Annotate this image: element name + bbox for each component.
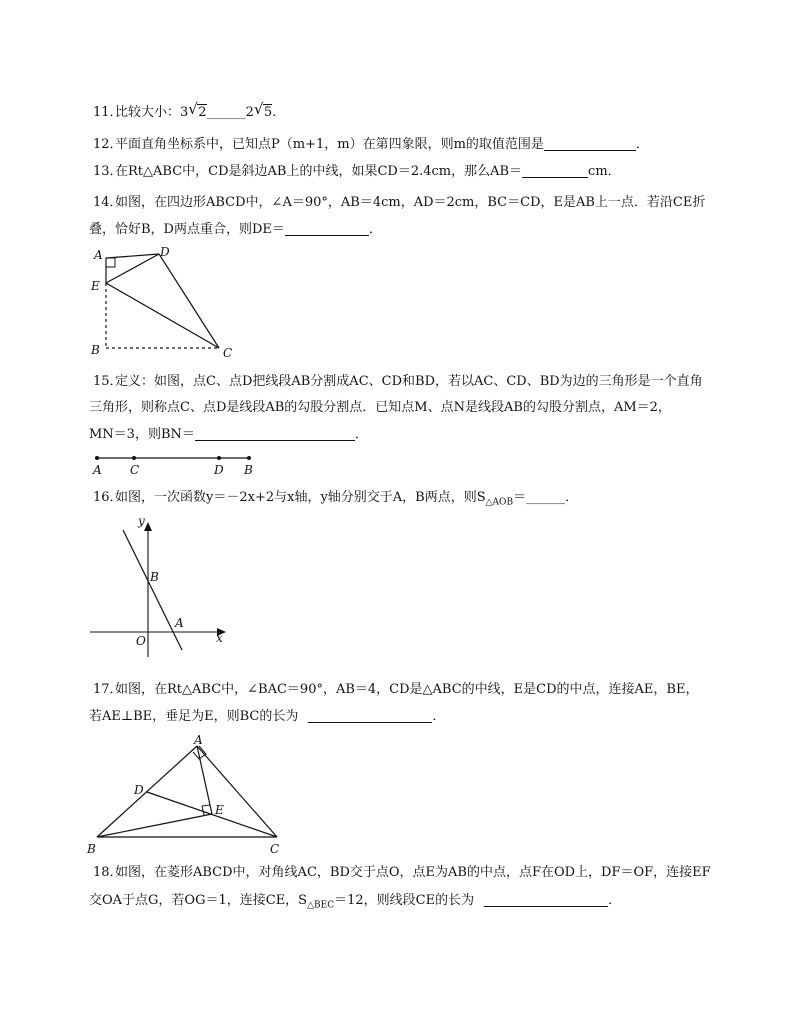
point-c <box>132 456 136 460</box>
answer-blank <box>285 221 369 236</box>
segment-ec <box>106 283 219 348</box>
period: ． <box>635 137 649 152</box>
label-x: x <box>216 631 223 645</box>
question-text-line1: 定义：如图，点C、点D把线段AB分割成AC、CD和BD，若以AC、CD、BD为边的三角形是一个直角 <box>115 374 703 389</box>
question-number: 12． <box>93 137 123 152</box>
label-a: A <box>175 616 184 630</box>
segment-dc <box>159 254 219 348</box>
subscript: △AOB <box>485 497 514 508</box>
radicand: 2 <box>198 105 207 120</box>
question-12 <box>93 135 733 154</box>
label-b: B <box>244 463 253 477</box>
question-text-line1: 如图，在菱形ABCD中，对角线AC，BD交于点O，点E为AB的中点，点F在OD上，DF＝OF，连接EF <box>115 865 711 880</box>
answer-blank <box>544 136 636 151</box>
question-number: 18． <box>93 865 123 880</box>
question-text-line2: 叠，恰好B，D两点重合，则DE＝ <box>89 222 285 237</box>
answer-blank: ______ <box>526 490 566 505</box>
point-b <box>247 456 251 460</box>
answer-blank <box>484 892 608 907</box>
question-14-line2 <box>89 220 382 239</box>
label-e: E <box>91 279 100 293</box>
label-b: B <box>91 343 100 357</box>
label-b: B <box>150 570 159 584</box>
coefficient: 2 <box>245 105 254 120</box>
label-a: A <box>94 248 103 262</box>
segment-ae <box>197 746 212 814</box>
question-text: 比较大小：3 <box>115 105 189 120</box>
question-number: 11． <box>93 105 123 120</box>
period: ． <box>565 490 579 505</box>
radicand: 5 <box>263 105 273 120</box>
question-14 <box>93 193 733 212</box>
label-c: C <box>223 346 233 360</box>
question-number: 13． <box>93 164 123 179</box>
period: ． <box>368 222 382 237</box>
right-angle-mark <box>106 258 115 267</box>
unit-text: cm． <box>588 164 621 179</box>
question-18 <box>93 863 733 882</box>
label-c: C <box>270 842 280 856</box>
label-o: O <box>136 634 146 648</box>
answer-blank <box>195 426 355 441</box>
question-text-line1: 如图，在四边形ABCD中，∠A＝90°，AB＝4cm，AD＝2cm，BC＝CD，E是AB上一点．若沿CE折 <box>115 195 706 210</box>
period: ． <box>608 893 622 908</box>
figure-right-triangle <box>86 732 286 857</box>
label-e: E <box>215 803 224 817</box>
answer-blank: ______ <box>206 105 246 120</box>
question-text-line2b: ＝12，则线段CE的长为 <box>334 893 475 908</box>
label-y: y <box>138 514 145 528</box>
question-17 <box>93 680 733 699</box>
question-number: 17． <box>93 682 123 697</box>
question-text: 如图，一次函数y＝－2x+2与x轴，y轴分别交于A，B两点，则S <box>115 490 486 505</box>
question-text: 在Rt△ABC中，CD是斜边AB上的中线，如果CD＝2.4cm，那么AB＝ <box>115 164 523 179</box>
label-b: B <box>87 842 96 856</box>
label-d: D <box>214 463 224 477</box>
answer-blank <box>522 163 588 178</box>
question-text-line3: MN＝3，则BN＝ <box>89 427 195 442</box>
question-16 <box>93 488 733 513</box>
segment-ad <box>106 254 159 258</box>
question-18-line2 <box>89 891 621 916</box>
label-a: A <box>93 463 102 477</box>
label-c: C <box>130 463 140 477</box>
figure-segment <box>88 450 258 478</box>
period: . <box>272 105 277 120</box>
question-text-line2a: 交OA于点G，若OG＝1，连接CE，S <box>89 893 308 908</box>
question-15 <box>93 372 733 391</box>
label-a: A <box>194 733 203 747</box>
question-text: 平面直角坐标系中，已知点P（m+1，m）在第四象限，则m的取值范围是 <box>115 137 544 152</box>
question-15-line3 <box>89 425 368 444</box>
question-13 <box>93 162 733 181</box>
label-d: D <box>160 245 170 259</box>
answer-blank <box>308 708 432 723</box>
question-text-line2: 若AE⊥BE，垂足为E，则BC的长为 <box>89 709 299 724</box>
y-axis-arrow <box>144 522 152 531</box>
equals-sign: ＝ <box>513 490 527 505</box>
subscript: △BEC <box>307 900 335 911</box>
segment-ab <box>97 746 197 837</box>
segment-be <box>97 814 212 837</box>
point-a <box>95 456 99 460</box>
question-text-line1: 如图，在Rt△ABC中，∠BAC＝90°，AB＝4，CD是△ABC的中线，E是CD的中点，连接AE，BE， <box>115 682 699 697</box>
period: ． <box>354 427 368 442</box>
question-number: 14． <box>93 195 123 210</box>
point-d <box>217 456 221 460</box>
question-17-line2 <box>89 707 445 726</box>
question-number: 16． <box>93 490 123 505</box>
figure-quadrilateral <box>84 243 254 363</box>
question-number: 15． <box>93 374 123 389</box>
question-11 <box>93 100 733 122</box>
radical-expression: √ 5 <box>253 100 273 120</box>
radical-expression: √ 2 <box>188 100 207 120</box>
figure-linear-function <box>86 511 236 661</box>
question-text-line2: 三角形，则称点C、点D是线段AB的勾股分割点．已知点M、点N是线段AB的勾股分割点，AM＝2， <box>89 400 671 415</box>
label-d: D <box>134 783 144 797</box>
period: ． <box>432 709 446 724</box>
question-15-line2 <box>89 398 671 417</box>
